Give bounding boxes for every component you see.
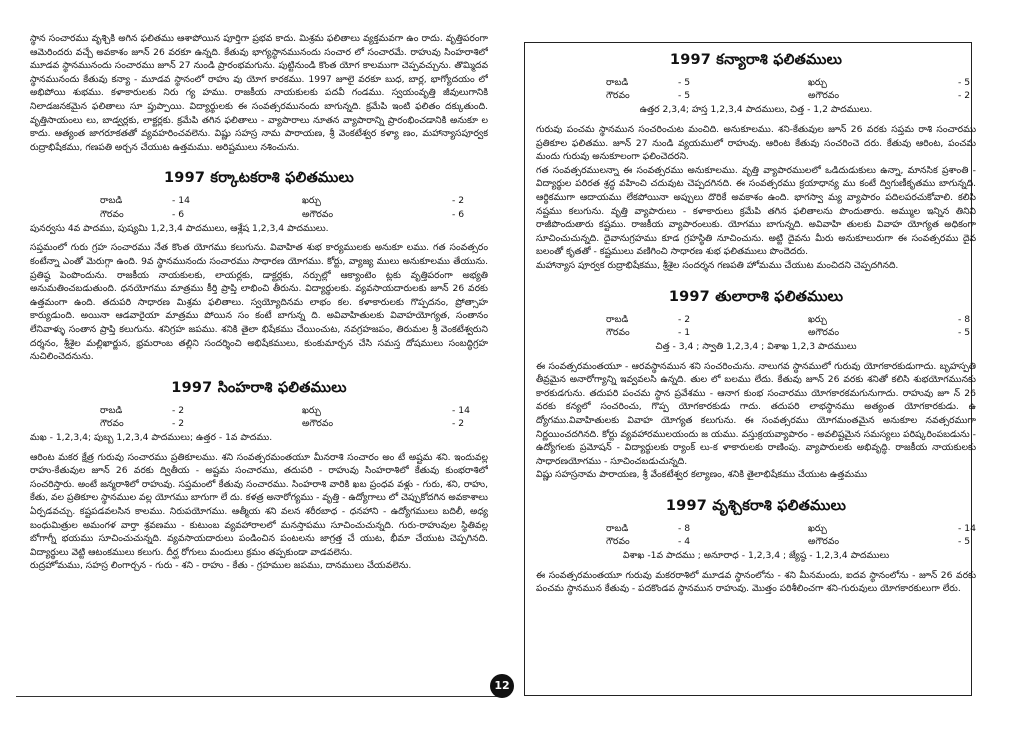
honour-value: - 1	[678, 326, 691, 338]
simha-scores	[100, 404, 488, 430]
insult-value: - 2	[452, 417, 465, 429]
honour-value: - 4	[678, 536, 691, 548]
expense-label: ఖర్చు	[302, 404, 321, 416]
tula-body: ఈ సంవత్సరమంతయూ - ఆరవస్థానమున శని సంచరించును. నాలుగవ స్థానములో గురువు యోగకారకుడుగాదు. బృహస్పతి తీవ్రమైన అనారోగ్యాన్ని ఇవ్వవలసి ఉన్నది. తుల లో బలము లేదు. కేతువు జూన్ 26 వరకు శనితో కలిసి శుభయోగమునకు కారకుడగును. తదుపరి పంచమ స్థాన ప్రవేశము - ఆనాగ కుంభ సంచారము యోగకారకమగునుగాదు. రాహువు జూ న్ 26 వరకు కన్యలో సంచరించు, గొప్ప యోగకారకుడు గాదు. తదుపరి లాభస్థానము అత్యంత యోగకారకుడు. ఉ ద్యోగము.వివాహితులకు వివాహ యోగ్యత కలుగును. ఈ సంవత్సరము యోగమంతమైన అనుకూల నవత్సరముగా నిర్ణయించదగినది. కోర్టు వ్యవహారములయందు జ యము. వస్తుక్రయవ్యాపారం - అవలిష్టమైన సమస్యలు పరిష్కరింపబడును - ఉద్యోగలకు ప్రమోషన్ - విద్యార్థులకు ర్యాంక్ లు-క ళాకారులకు రాణింపు. వ్యాపారులకు అభివృద్ధి. రాజకీయ నాయకులకు సాధారణయోగము - సూచించబడుచున్నది.	[536, 360, 976, 467]
insult-value: - 2	[958, 90, 971, 102]
simha-stars: మఖ - 1,2,3,4; పుబ్బ 1,2,3,4 పాదములు; ఉత్తర - 1వ పాదము.	[30, 432, 273, 444]
income-value: - 8	[678, 522, 691, 534]
insult-value: - 5	[958, 326, 971, 338]
karkataka-title: 1997 కర్కాటకరాశి ఫలితములు	[164, 170, 354, 187]
tula-stars: చిత్త - 3,4 ; స్వాతి 1,2,3,4 ; విశాఖ 1,2,3 పాదములు	[655, 340, 857, 352]
tula-title: 1997 తులారాశి ఫలితములు	[668, 288, 844, 305]
expense-value: - 14	[958, 522, 976, 534]
honour-label: గౌరవం	[606, 90, 630, 102]
tula-remedy: విష్ణు సహస్రనామ పారాయణ, శ్రీ వేంకటేశ్వర కల్యాణం, శనికి తైలాభిషేకము చేయుట ఉత్తమము	[536, 469, 868, 481]
insult-label: అగౌరవం	[302, 417, 334, 429]
income-value: - 2	[172, 404, 185, 416]
expense-label: ఖర్చు	[808, 77, 827, 88]
kanya-scores	[606, 76, 976, 102]
expense-label: ఖర్చు	[808, 313, 827, 325]
expense-label: ఖర్చు	[302, 195, 321, 207]
intro-paragraph: స్థాన సంచారము వృశ్చికి అగిన ఫలితము ఆశాపోయిన పూర్తిగా ప్రభవ కాదు. మిశ్రమ ఫలితాలు వ్యక్తమవగా ఉం రాదు. వృత్తిపరంగా ఆమెరిందరు వచ్చే అవకాశం జూన్ 26 వరకూ ఉన్నది. కేతువు భాగ్యస్థానమునందు సంచార లో సంచారమే. రాహువు సింహరాశిలో మూడవ స్థానమునందు సంచారము జూన్ 27 నుండి ప్రారంభమగును. పుట్టినుండి కొంత యోగ కాలముగా చెప్పవచ్చును. తొమ్మిదవ స్థానమునందు కేతువు కన్యా - మూడవ స్థానంలో రాహు వు యోగ కారకము. 1997 జూలై వరకూ బుధ, బార్ల, భాగ్యోదయం లో అభిపోయి శుభము. కళాకారులకు నిరు గ్య హము. రాజకీయ నాయకులకు పదవీ గండము. స్వయంవృత్తి జీవులుగానికి నిలాడజనకమైన ఫలితాలు సూ ప్తుప్పాయి. విద్యార్థులకు ఈ సంవత్సరమునందు బాగున్నది. క్రమేపి ఇంటి ఫలితం దక్కుతుంది. వృత్తిసాయంలు లు, బాడ్వర్లకు, లాక్టర్లకు. క్రమేపి తగిన ఫలితాలు - వ్యాపారాలు నూతన వ్యాపారాన్ని ప్రారంభించడానికి అనుకూ ల కాదు. ఆత్యంత జాగరూకతతో వ్యవహరించవలెను. విష్ణు సహస్ర నామ పారాయణ, శ్రీ వెంకటేశ్వర కళ్యా ణం, మహాన్యాసపూర్వక రుద్రాభిషేకము, గణపతి అర్చన చేయుట ఉత్తమము. అరిష్టములు నశించును.	[30, 33, 488, 153]
simha-title: 1997 సింహరాశి ఫలితములు	[171, 379, 347, 396]
kanya-body-2: గత సంవత్సరములన్నా ఈ సంవత్సరము అనుకూలము. వృత్తి వ్యాపారములలో ఒడిదుడుకులు ఉన్నా, మానసిక ప్రశాంతి - విద్యార్థుల పరిరత శ్రద్ధ వహించి చదువుట చెప్పదగినది. ఈ సంవత్సరము క్రయాధాన్య ము కంటే ద్విగుణీకృతము బాగున్నది. ఆర్థికముగా ఆదాయము లేకపోయినా అప్పులు దొరికే అవకాశం ఉంది. భాగస్వా మ్య వ్యాపారం పదిలపరచుకోవాలి. కలిసి నష్టము కలుగును. వృత్తి వ్యాపారులు - కళాకారులు క్రమేపి తగిన ఫలితాలను పొందుతారు. అమ్ముల ఇన్నిన తినిని రాజీపొందుతారు కష్టము. రాజకీయ వ్యాపారంలుకు. యోగము బాగున్నది. అవివాహి తులకు వివాహ యోగ్యత అధికంగా సూచించుచున్నది. దైవానుగ్రహము కూడ గ్రహస్థితి నూచించును. అట్టి దైవను మీరు అనుకూలురుగా ఈ సంవత్సరము దైవ బలంతో కృతతో - కష్టములు వణిగించి సాధారణ శుభ ఫలితములు పొందెదరు.	[536, 164, 976, 258]
expense-value: - 14	[452, 404, 470, 416]
expense-value: - 8	[958, 313, 971, 325]
tula-scores	[606, 313, 976, 339]
insult-label: అగౌరవం	[808, 90, 840, 102]
insult-value: - 5	[958, 536, 971, 548]
vrischika-title: 1997 వృశ్చికరాశి ఫలితములు	[665, 497, 847, 514]
kanya-remedy: మహాన్యాస పూర్వక రుద్రాభిషేకము, శ్రీశైల సందర్శన గణపతి హోమము చేయుట మంచిదని చెప్పదగినది.	[536, 259, 899, 271]
honour-label: గౌరవం	[100, 417, 124, 429]
honour-label: గౌరవం	[606, 536, 630, 548]
income-label: రాబడి	[606, 313, 629, 325]
honour-value: - 2	[172, 417, 185, 429]
income-value: - 14	[172, 195, 190, 207]
simha-remedy: రుద్రహోమము, సహస్ర లింగార్చన - గురు - శని - రాహు - కేతు - గ్రహముల జపము, దానములు చేయవలెను.	[30, 560, 412, 572]
honour-label: గౌరవం	[100, 208, 124, 220]
income-value: - 2	[678, 313, 691, 325]
karkataka-body: సప్తమంలో గురు గ్రహ సంచారము నేత కొంత యోగము కలుగును. వివాహిత శుభ కార్యములకు అనుకూ లము. గత సంవత్సరం కంటేన్నా ఎంతో మెరుగ్గా ఉంది. 9వ స్థానమునందు సంచారము సాధారణ యోగము. కోర్టు, వ్యాజ్య ములు అనుకూలము తేయును. ప్రతిష్ఠ పెంపొందును. రాజకీయ నాయకులకు, లాయర్లకు, డాక్టర్లకు, నర్సుల్లో ఆక్యాంటెం ట్లకు వృత్తిపరంగా అభ్యతి అనుమతించబడుతుంది. ధనయోగము మాత్రము కీర్తి ప్రాప్తి లాభించి తీరును. విద్యార్థులకు. వ్యవసాయదారులకు జూన్ 26 వరకు ఉత్తమంగా ఉంది. తదుపరి సాధారణ మిశ్రమ ఫలితాలు. స్వయ్యోదినమ లాభం కల. కళాకారులకు గొప్పదనం, ప్రోత్సాహ కార్యుడుంది. అయినా ఆడవారైయా మాత్రము పోయిన సం కంటే బాగున్న ది. అవివాహితులకు వివాహయోగ్యత, సంతానం లేనివాళ్ళు సంతాన ప్రాప్తి కలుగును. శనిగ్రహ జపము. శనికి తైలా భిషేకము చేయించుట, నవగ్రహజపం, తిరుమల శ్రీ వెంకటేశ్వరుని దర్శనం, శ్రీశైల మల్లిఖార్జున, భ్రమరాంబ తల్లిని సందర్శించి అభిషేకములు, కుంకుమార్చన చేసి సమస్త దోషములు సంబద్ధిగ్రహ నుచిలించెదనును.	[30, 242, 488, 363]
expense-value: - 2	[452, 195, 465, 207]
insult-value: - 6	[452, 208, 465, 220]
vrischika-body: ఈ సంవత్సరమంతయూ గురువు మకరరాశిలో మూడవ స్థానంలోను - శని మీనమందు, ఐదవ స్థానంలోను - జూన్ 26 వరకు పంచమ స్థానమున కేతువు - పదకొండవ స్థానమున రాహువు. మొత్తం పరిశీలించగా శని-గురువులు యోగకారకులుగా లేరు.	[536, 569, 976, 595]
income-label: రాబడి	[100, 195, 123, 207]
honour-value: - 5	[678, 90, 691, 102]
vrischika-scores	[606, 522, 976, 548]
kanya-stars: ఉత్తర 2,3,4; హస్త 1,2,3,4 పాదములు, చిత్త - 1,2 పాదములు.	[639, 104, 873, 116]
left-bottom-rule	[16, 696, 506, 697]
income-label: రాబడి	[606, 522, 629, 534]
vrischika-stars: విశాఖ -1వ పాదము ; అనూరాధ - 1,2,3,4 ; జ్యేష్ఠ - 1,2,3,4 పాదములు	[622, 550, 890, 562]
insult-label: అగౌరవం	[808, 326, 840, 338]
insult-label: అగౌరవం	[302, 208, 334, 220]
page-number: 12	[490, 674, 514, 698]
expense-label: ఖర్చు	[808, 522, 827, 534]
income-label: రాబడి	[606, 77, 629, 88]
honour-value: - 6	[172, 208, 185, 220]
insult-label: అగౌరవం	[808, 536, 840, 548]
kanya-body: గురువు పంచమ స్థానమున సంచరించుట మంచిది. అనుకూలము. శని-కేతువుల జూన్ 26 వరకు సప్తమ రాశి సంచారము ప్రతికూల ఫలితము. జూన్ 27 నుండి వ్యయములో రాహువు. ఆరింట కేతువు సంచరించె దరు. కేతువు ఆరింట, పంచమ మందు గురువు అనుకూలంగా ఫలించెదరని.	[536, 124, 976, 163]
income-label: రాబడి	[100, 404, 123, 416]
left-column	[30, 32, 488, 704]
right-column	[536, 50, 976, 700]
honour-label: గౌరవం	[606, 326, 630, 338]
simha-body: ఆరింట మకర క్షేత్ర గురువు సంచారము ప్రతికూలము. శని సంవత్సరమంతయూ మీనరాశి సంచారం అం టే అష్టమ శని. ఇందువల్ల రాహు-కేతువుల జూన్ 26 వరకు ద్వితీయ - అష్టమ సంచారము, తదుపరి - రాహువు సింహరాశిలో కేతువు కుంభరాశిలో సంచరిస్తారు. అంటే జన్మరాశిలో రాహువు. సప్తమంలో కేతువు సంచారము. సింహరాశి వారికి ఖబ ప్రంధవ వళ్లు - గురు, శని, రాహు, కేతు, వల ప్రతికూల స్థానముల వల్ల యోగము బాగుగా లే దు. కళత్ర అనారోగ్యము - వృత్తి - ఉద్యోగాలు లో చెప్పుకోదగిన అవకాశాలు ఏర్పడవచ్చు. కష్టపడవలసిన కాలము. నిరుపయోగము. ఆత్మీయ శని వలన శరీరబాధ - ధనహాని - ఉద్యోగములు బదిలీ, అధ్య బంధుమిత్రుల అమంగళ వార్తా శ్రవణము - కుటుంబ వ్యవహారాలలో మనస్తాపము సూచించుచున్నది. గురు-రాహువుల స్థితివల్ల బోగాగ్నీ భయము సూచించుచున్నది. వ్యవసాయదారులు పండించిన పంటలను జాగ్రత్త చే యుట, భీమా చేయుట చెప్పగినది. విద్యార్థులు వెట్టి ఆటంకములు కలుగు. దీర్ఘ రోగులు మందులు క్రమం తప్పకుండా వాడవలెను.	[30, 451, 488, 558]
karkataka-stars: పునర్వసు 4వ పాదము, పుష్యమి 1,2,3,4 పాదములు, ఆశ్లేష 1,2,3,4 పాదములు.	[30, 222, 329, 234]
kanya-title: 1997 కన్యారాశి ఫలితములు	[669, 52, 843, 68]
expense-value: - 5	[958, 77, 971, 88]
income-value: - 5	[678, 77, 691, 88]
karkataka-scores	[100, 194, 488, 220]
